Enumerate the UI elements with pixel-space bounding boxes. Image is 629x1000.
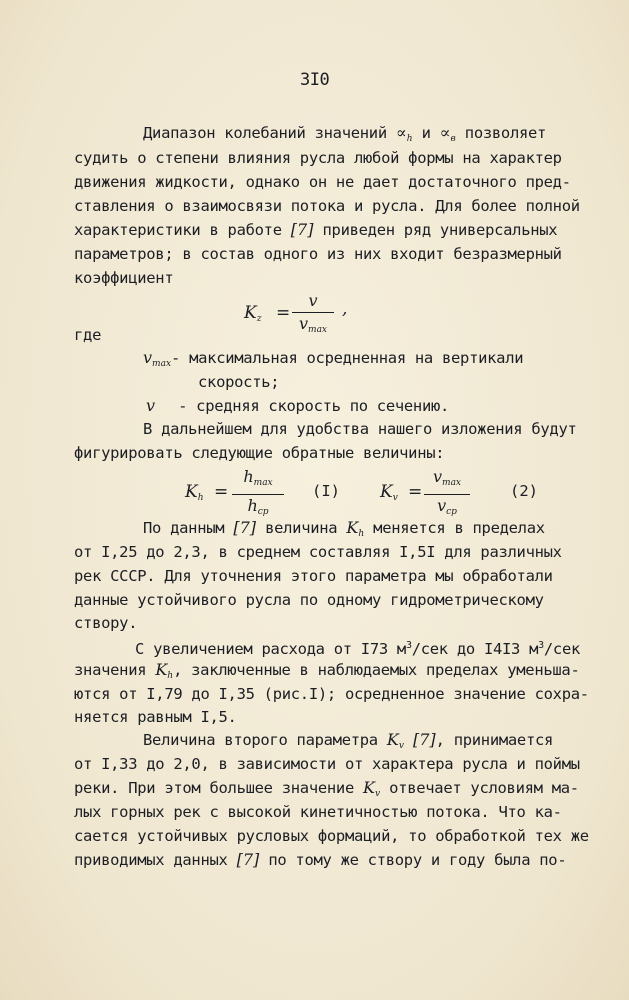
fraction-bar xyxy=(232,494,284,495)
definition-vmax xyxy=(143,349,523,373)
equals-sign: = xyxy=(214,482,229,502)
v-symbol: v xyxy=(146,396,156,415)
alpha-b-symbol: $\propto_в$ xyxy=(439,123,456,144)
text-span: приводимых данных xyxy=(74,851,228,869)
alpha-h-symbol: $\propto_h$ xyxy=(395,123,413,144)
text-line: судить о степени влияния русла любой формы на характер xyxy=(74,149,562,167)
text-span: реки. При этом большее значение xyxy=(74,779,354,797)
text-line: ставления о взаимосвязи потока и русла. Для более полной xyxy=(74,197,580,215)
text-line xyxy=(74,661,580,685)
text-line: данные устойчивого русла по одному гидрометрическому xyxy=(74,591,544,609)
text-span: - максимальная осредненная на вертикали xyxy=(171,349,524,367)
page-number: 3I0 xyxy=(300,70,330,90)
denominator: $h_{cp}$ xyxy=(247,496,269,517)
kv-symbol: $K_v$ xyxy=(363,778,381,799)
text-span: С увеличением расхода от I73 м xyxy=(135,640,406,658)
text-span: - средняя скорость по сечению. xyxy=(178,397,450,415)
text-line: движения жидкости, однако он не дает достаточного пред- xyxy=(74,173,571,191)
superscript: 3 xyxy=(405,640,412,651)
text-line: скорость; xyxy=(198,373,280,391)
text-line: В дальнейшем для удобства нашего изложения будут xyxy=(143,420,577,438)
numerator: $h_{max}$ xyxy=(243,467,273,488)
text-span: Величина второго параметра xyxy=(143,731,378,749)
superscript: 3 xyxy=(538,640,544,651)
text-span: приведен ряд универсальных xyxy=(322,221,558,239)
kh-symbol: $K_h$ xyxy=(185,482,204,503)
fraction-v-over-vmax xyxy=(292,292,334,339)
text-line: няется равным I,5. xyxy=(74,708,237,726)
text-span: меняется в пределах xyxy=(373,519,545,537)
numerator: $v_{max}$ xyxy=(432,467,462,488)
text-line: коэффициент xyxy=(74,269,174,287)
text-line: параметров; в состав одного из них входит безразмерный xyxy=(74,245,562,263)
fraction-vmax-over-vcp xyxy=(424,468,470,521)
kz-symbol: $K_z$ xyxy=(244,303,262,324)
equals-sign: = xyxy=(276,303,291,323)
kv-symbol: $K_v$ xyxy=(386,730,404,751)
text-line: ются от I,79 до I,35 (рис.I); осредненное значение сохра- xyxy=(74,685,589,703)
equation-number-2: (2) xyxy=(510,482,538,500)
text-line xyxy=(74,779,579,803)
comma: , xyxy=(342,299,348,319)
fraction-hmax-over-hcp xyxy=(232,468,284,521)
equals-sign: = xyxy=(408,482,423,502)
reference-7: [7] xyxy=(236,850,260,869)
text-span: , принимается xyxy=(435,731,554,749)
where-label: где xyxy=(74,326,102,344)
text-line xyxy=(135,637,580,658)
text-line xyxy=(74,851,566,869)
text-line xyxy=(74,221,557,239)
text-line: сается устойчивых русловых формаций, то обработкой тех же xyxy=(74,827,589,845)
text-span: отвечает условиям ма- xyxy=(389,779,579,797)
equation-number-1: (I) xyxy=(312,482,340,500)
text-span: характеристики в работе xyxy=(74,221,282,239)
text-line: створу. xyxy=(74,614,138,632)
text-span: значения xyxy=(74,661,147,679)
text-line: от I,33 до 2,0, в зависимости от характера русла и поймы xyxy=(74,755,580,773)
reference-7: [7] xyxy=(290,220,314,239)
text-span: величина xyxy=(265,519,338,537)
text-line: от I,25 до 2,3, в среднем составляя I,5I для различных xyxy=(74,543,562,561)
kh-symbol: $K_h$ xyxy=(346,518,365,539)
text-span: , заключенные в наблюдаемых пределах уменьша- xyxy=(173,661,580,679)
vmax-symbol: $v_{max}$ xyxy=(143,348,172,369)
definition-v xyxy=(146,397,449,415)
text-line xyxy=(143,124,546,148)
text-line: фигурировать следующие обратные величины: xyxy=(74,444,445,462)
text-line xyxy=(143,731,553,755)
fraction-bar xyxy=(424,494,470,495)
text-span: по тому же створу и году была по- xyxy=(268,851,567,869)
reference-7: [7] xyxy=(233,518,257,537)
kv-symbol: $K_v$ xyxy=(380,482,398,503)
text-line: лых горных рек с высокой кинетичностью потока. Что ка- xyxy=(74,803,562,821)
text-span: По данным xyxy=(143,519,225,537)
kh-symbol: $K_h$ xyxy=(155,660,174,681)
text-line: рек СССР. Для уточнения этого параметра мы обработали xyxy=(74,567,553,585)
numerator: v xyxy=(308,291,318,310)
denominator: $v_{max}$ xyxy=(298,314,328,335)
fraction-bar xyxy=(292,312,334,313)
text-span: /сек xyxy=(543,640,581,658)
text-line xyxy=(143,519,545,543)
text-span: и xyxy=(421,124,431,142)
text-span: Диапазон колебаний значений xyxy=(143,124,387,142)
reference-7: [7] xyxy=(412,730,436,749)
text-span: позволяет xyxy=(464,124,547,142)
text-span: /сек до I4I3 м xyxy=(411,640,539,658)
denominator: $v_{cp}$ xyxy=(437,496,457,517)
